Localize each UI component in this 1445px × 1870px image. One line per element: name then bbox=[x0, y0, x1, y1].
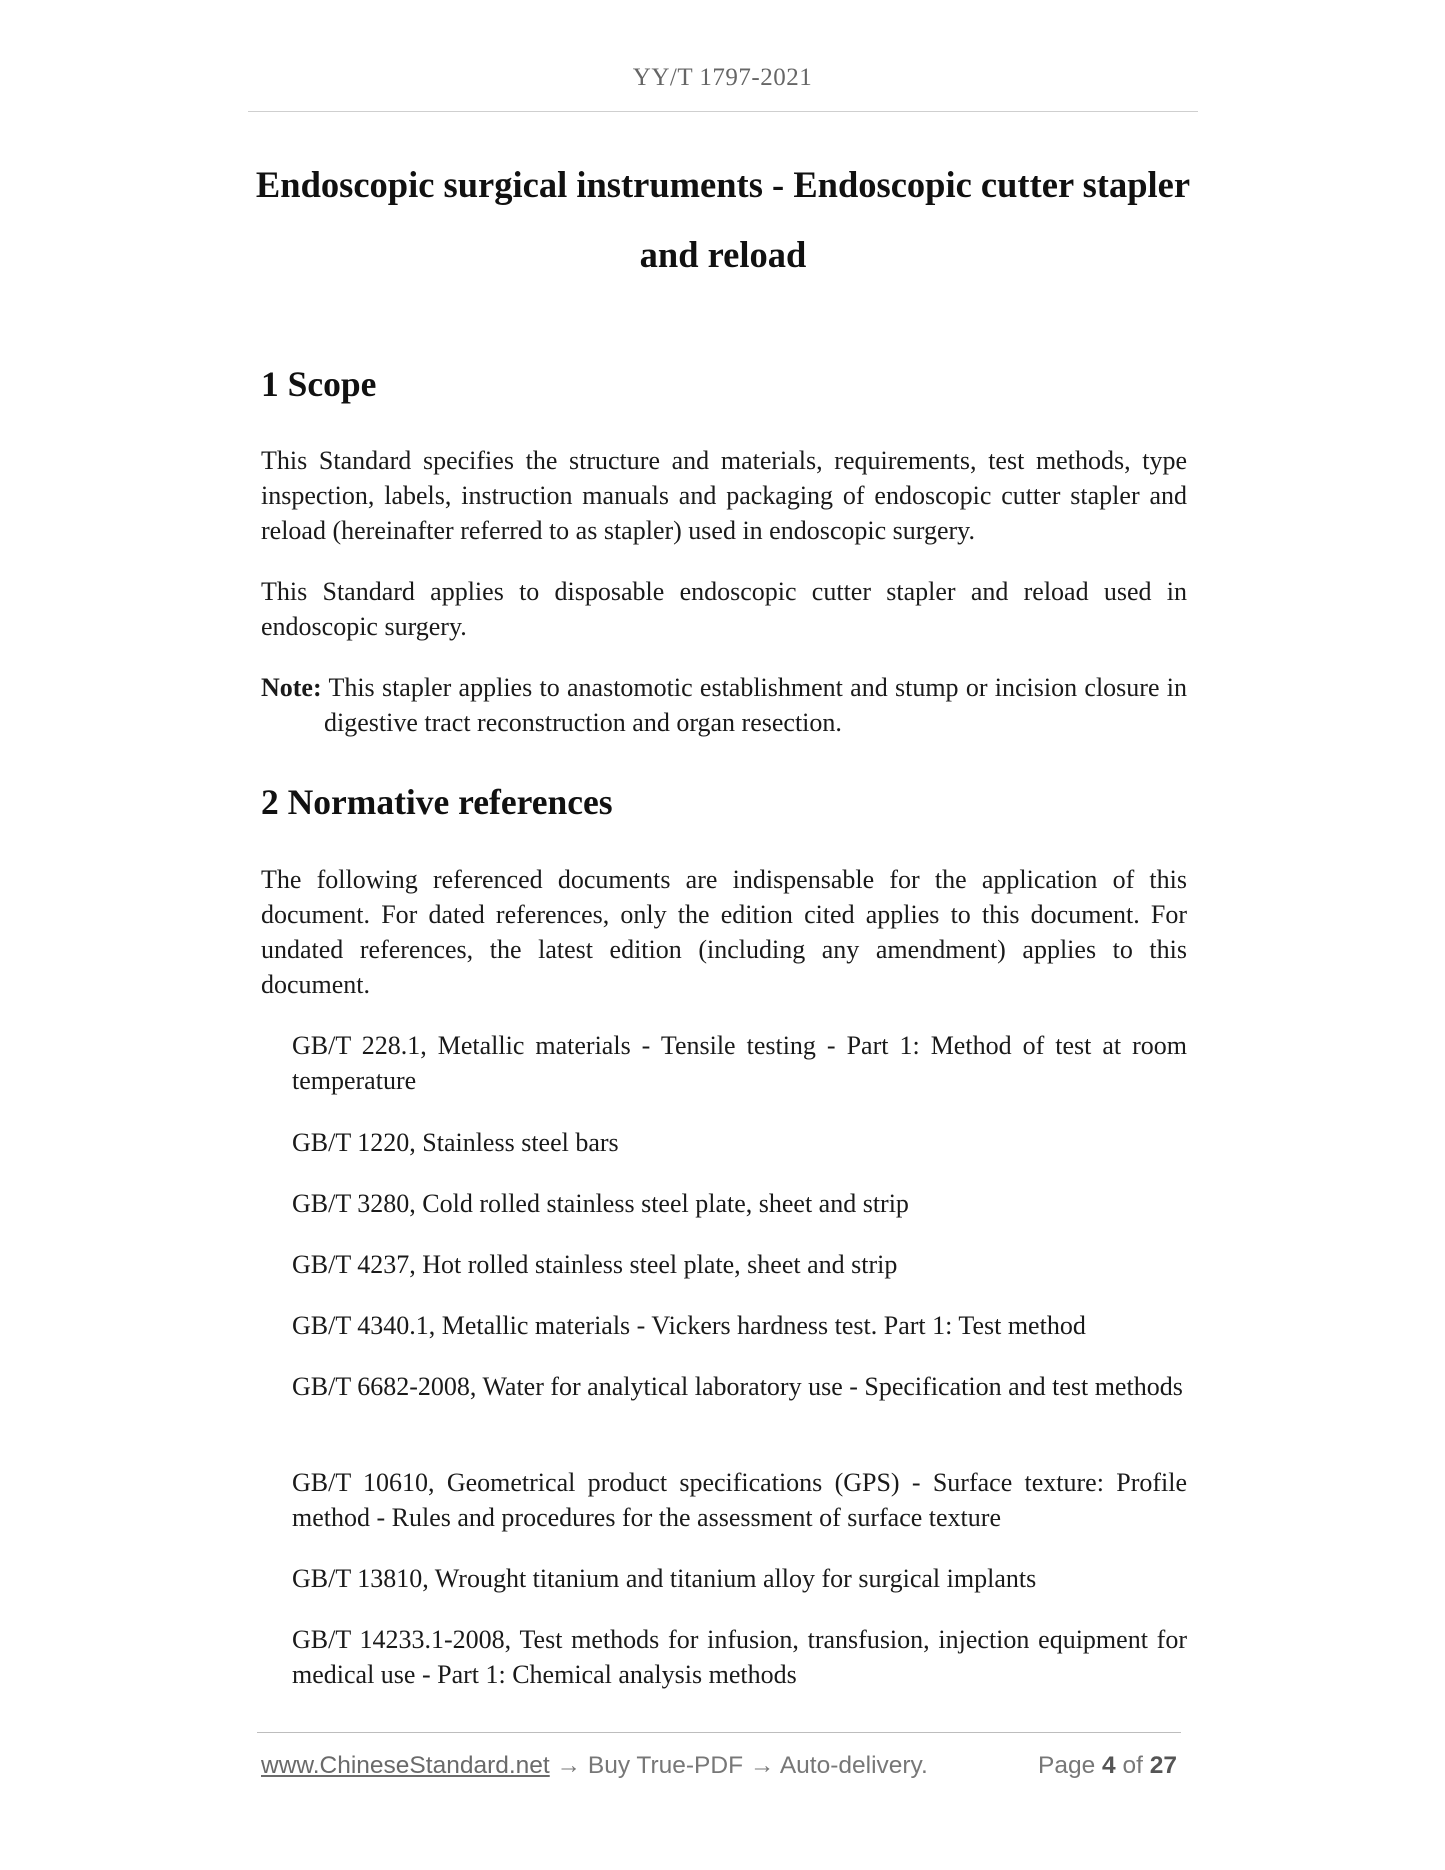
reference-item: GB/T 4340.1, Metallic materials - Vickers hardness test. Part 1: Test method bbox=[292, 1311, 1086, 1340]
document-code: YY/T 1797-2021 bbox=[632, 64, 813, 91]
footer-divider bbox=[257, 1732, 1181, 1733]
reference-item: GB/T 3280, Cold rolled stainless steel plate, sheet and strip bbox=[292, 1189, 909, 1218]
scope-paragraph-2: This Standard applies to disposable endoscopic cutter stapler and reload used in endoscopic surgery. bbox=[261, 577, 1187, 641]
note-label: Note: bbox=[261, 673, 322, 702]
page-label: Page bbox=[1038, 1752, 1096, 1779]
page-number bbox=[1038, 1752, 1177, 1780]
page-total: 27 bbox=[1149, 1752, 1177, 1779]
reference-item: GB/T 228.1, Metallic materials - Tensile testing - Part 1: Method of test at room temperature bbox=[292, 1031, 1187, 1095]
note-text: This stapler applies to anastomotic establishment and stump or incision closure in digestive tract reconstruction and organ resection. bbox=[321, 673, 1187, 737]
section-heading-normative-references: 2 Normative references bbox=[261, 782, 613, 822]
scope-paragraph-1: This Standard specifies the structure and materials, requirements, test methods, type inspection, labels, instruction manuals and packaging of endoscopic cutter stapler and reload (hereinafter referred to as stapler) used in endoscopic surgery. bbox=[261, 446, 1187, 545]
page-of-label: of bbox=[1122, 1752, 1143, 1779]
references-intro-paragraph: The following referenced documents are indispensable for the application of this document. For dated references, only the edition cited applies to this document. For undated references, the latest edition (including any amendment) applies to this document. bbox=[261, 865, 1187, 999]
document-title bbox=[248, 150, 1198, 290]
footer-promo bbox=[261, 1752, 928, 1780]
scope-note bbox=[261, 670, 1187, 740]
section-heading-scope: 1 Scope bbox=[261, 364, 377, 404]
header-divider bbox=[248, 111, 1198, 112]
website-link[interactable]: www.ChineseStandard.net bbox=[261, 1752, 550, 1779]
reference-item: GB/T 14233.1-2008, Test methods for infusion, transfusion, injection equipment for medical use - Part 1: Chemical analysis methods bbox=[292, 1625, 1187, 1689]
reference-item: GB/T 13810, Wrought titanium and titanium alloy for surgical implants bbox=[292, 1564, 1037, 1593]
reference-item: GB/T 6682-2008, Water for analytical laboratory use - Specification and test methods bbox=[292, 1372, 1183, 1401]
title-line-1: Endoscopic surgical instruments - Endoscopic cutter stapler bbox=[255, 164, 1191, 205]
title-line-2: and reload bbox=[639, 234, 807, 275]
reference-item: GB/T 10610, Geometrical product specifications (GPS) - Surface texture: Profile method - Rules and procedures for the assessment of surface texture bbox=[292, 1468, 1187, 1532]
page-current: 4 bbox=[1102, 1752, 1116, 1779]
reference-item: GB/T 1220, Stainless steel bars bbox=[292, 1128, 619, 1157]
reference-item: GB/T 4237, Hot rolled stainless steel plate, sheet and strip bbox=[292, 1250, 898, 1279]
footer-promo-text: → Buy True-PDF → Auto-delivery. bbox=[549, 1752, 928, 1779]
